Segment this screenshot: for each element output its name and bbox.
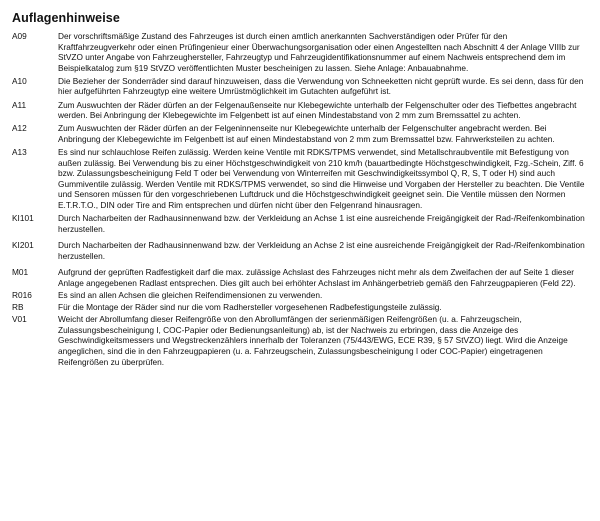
note-code: RB xyxy=(12,302,24,313)
note-rb xyxy=(12,302,590,313)
note-code: KI101 xyxy=(12,213,34,223)
note-code: A11 xyxy=(12,99,27,110)
note-code: V01 xyxy=(12,314,27,325)
note-ki101 xyxy=(12,213,590,234)
note-text: Zum Auswuchten der Räder dürfen an der Felgeninnenseite nur Klebegewichte unterhalb der Felgenschulter angebracht werden. Bei Anbringung der Klebegewichte im Felgenbett ist auf einen Mindestabstand von 2 mm zum Bremssattel bzw. Fahrwerksteilen zu achten. xyxy=(58,123,555,144)
note-code: R016 xyxy=(12,290,32,301)
note-text: Aufgrund der geprüften Radfestigkeit darf die max. zulässige Achslast des Fahrzeuges nicht mehr als dem Zweifachen der auf Seite 1 dieser Anlage angegebenen Radlast entsprechen. Dies gilt auch bei erhöhter Achslast im Anhängerbetrieb gemäß den Fahrzeugpapieren (Feld 22). xyxy=(58,267,576,288)
note-text: Der vorschriftsmäßige Zustand des Fahrzeuges ist durch einen amtlich anerkannten Sachverständigen oder Prüfer für den Kraftfahrzeugverkehr oder einen Prüfingenieur einer Überwachungsorganisation oder einen Angestellten nach Abschnitt 4 der Anlage VIIIb zur StVZO unter Angabe von Fahrzeughersteller, Fahrzeugtyp und Fahrzeugidentifikationsnummer auf einem Nachweis entsprechend dem im Beispielkatalog zum §19 StVZO veröffentlichten Muster bescheinigen zu lassen. Siehe Anlage: Anbauabnahme. xyxy=(58,31,580,73)
notes-list xyxy=(12,31,590,367)
note-text: Es sind nur schlauchlose Reifen zulässig. Werden keine Ventile mit RDKS/TPMS verwendet, sind Metallschraubventile mit Befestigung von außen zulässig. Bei Verwendung bis zu einer Höchstgeschwindigkeit von 210 km/h (bauartbedingte Höchstgeschwindigkeit, Fzg.-Schein, Ziff. 6 bzw. Zulassungsbescheinigung Feld T oder bei Verwendung von Winterreifen mit Geschwindigkeitssymbol Q, R, S, T oder H) sind auch Gummiventile zulässig. Werden Ventile mit RDKS/TPMS verwendet, so sind die Hinweise und Vorgaben der Hersteller zu beachten. Die Ventile und Sensoren müssen für den vorgeschriebenen Luftdruck und die Höchstgeschwindigkeit geeignet sein. Die Ventile müssen den Normen E.T.R.T.O., DIN oder Tire and Rim entsprechen und dürfen nicht über den Felgenrand hinausragen. xyxy=(58,146,585,210)
page-title: Auflagenhinweise xyxy=(12,11,120,25)
note-code: M01 xyxy=(12,267,29,278)
note-text: Für die Montage der Räder sind nur die vom Radhersteller vorgesehenen Radbefestigungsteile zulässig. xyxy=(58,302,442,313)
note-r016 xyxy=(12,290,590,301)
note-code: A12 xyxy=(12,123,27,134)
note-a11 xyxy=(12,100,590,121)
note-code: A09 xyxy=(12,31,27,41)
note-text: Zum Auswuchten der Räder dürfen an der Felgenaußenseite nur Klebegewichte unterhalb der Felgenschulter oder des Tiefbettes angebracht werden. Bei Anbringung der Klebegewichte im Felgenbett ist auf einen Mindestabstand von 2 mm zum Bremssattel zu achten. xyxy=(58,99,577,121)
note-a13 xyxy=(12,147,590,211)
note-a09 xyxy=(12,31,590,73)
note-text: Es sind an allen Achsen die gleichen Reifendimensionen zu verwenden. xyxy=(58,290,323,301)
note-code: KI201 xyxy=(12,240,34,251)
note-m01 xyxy=(12,267,590,288)
note-text: Weicht der Abrollumfang dieser Reifengröße von den Abrollumfängen der serienmäßigen Reifengrößen (u. a. Fahrzeugschein, Zulassungsbescheinigung I, COC-Papier oder Bedienungsanleitung) ab, ist der Nachweis zu erbringen, dass die Anzeige des Geschwindigkeitsmessers und Wegstreckenzählers innerhalb der Toleranzen (75/443/EWG, ECE R39, § 57 StVZO) liegt. Wird die Anzeige angeglichen, sind die in den Fahrzeugpapieren (u. a. Fahrzeugschein, Zulassungsbescheinigung I oder COC-Papier) eingetragenen Reifengrößen zu überprüfen. xyxy=(58,314,568,367)
note-ki201 xyxy=(12,240,590,261)
note-code: A10 xyxy=(12,75,27,86)
note-text: Die Bezieher der Sonderräder sind darauf hinzuweisen, dass die Verwendung von Schneeketten nicht geprüft wurde. Es sei denn, dass für den hier aufgeführten Fahrzeugtyp eine weitere Umrüstmöglichkeit im Gutachten aufgeführt ist. xyxy=(58,75,584,97)
note-text: Durch Nacharbeiten der Radhausinnenwand bzw. der Verkleidung an Achse 1 ist eine ausreichende Freigängigkeit der Rad-/Reifenkombination herzustellen. xyxy=(58,213,585,234)
note-a12 xyxy=(12,123,590,144)
note-v01 xyxy=(12,314,590,367)
note-a10 xyxy=(12,76,590,97)
note-text: Durch Nacharbeiten der Radhausinnenwand bzw. der Verkleidung an Achse 2 ist eine ausreichende Freigängigkeit der Rad-/Reifenkombination herzustellen. xyxy=(58,240,585,261)
note-code: A13 xyxy=(12,146,27,157)
